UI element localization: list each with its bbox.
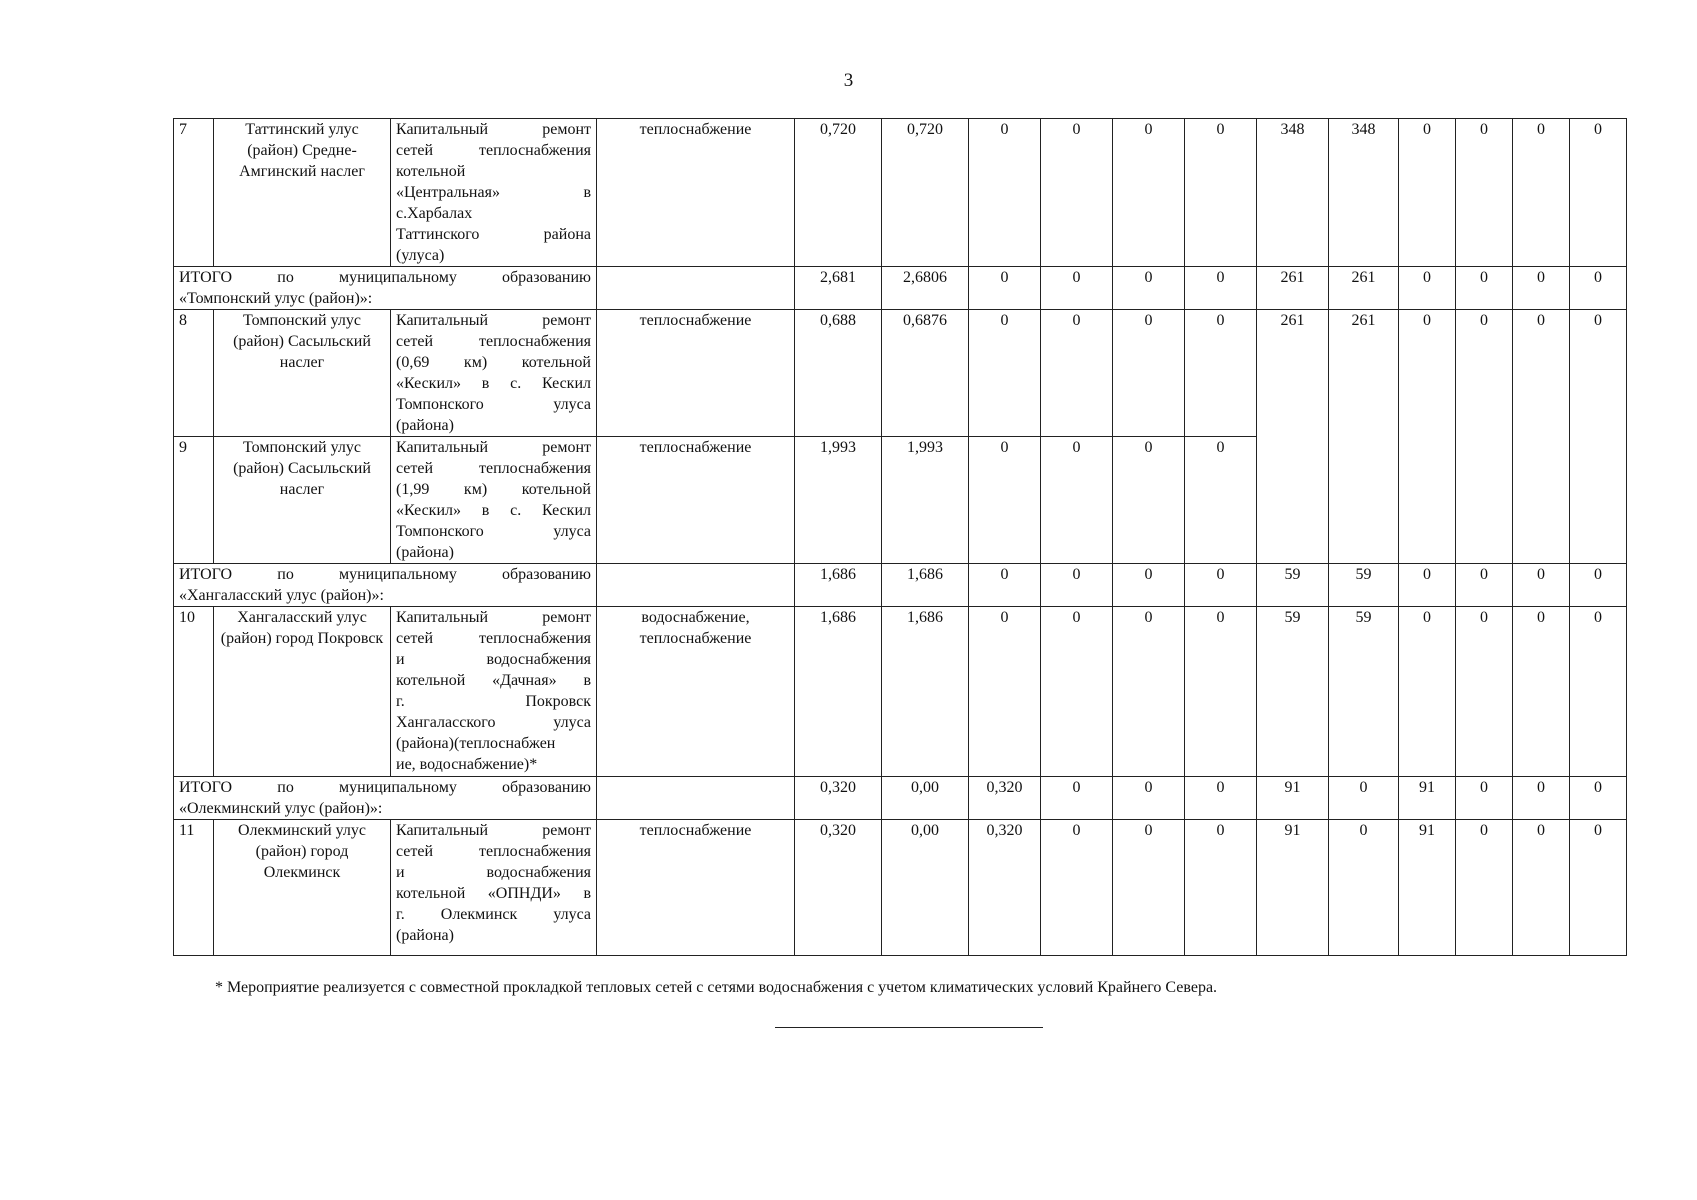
location-cell: Томпонский улус (район) Сасыльский наслег bbox=[214, 437, 391, 564]
value-cell: 0,00 bbox=[882, 777, 969, 820]
merged-value-cell: 0 bbox=[1456, 310, 1513, 564]
description-line: сетей теплоснабжения bbox=[396, 333, 591, 350]
value-cell: 91 bbox=[1257, 820, 1329, 956]
row-number: 11 bbox=[174, 820, 214, 956]
page-number: 3 bbox=[843, 70, 854, 91]
table-row bbox=[174, 119, 1627, 267]
value-cell: 0 bbox=[1185, 119, 1257, 267]
description-line: сетей теплоснабжения bbox=[396, 843, 591, 860]
service-type-cell bbox=[597, 777, 795, 820]
merged-value-cell: 261 bbox=[1257, 310, 1329, 564]
value-cell: 0 bbox=[1513, 607, 1570, 777]
description-line: (района)(теплоснабжен bbox=[396, 735, 556, 752]
value-cell: 0 bbox=[969, 119, 1041, 267]
location-cell: Олекминский улус (район) город Олекминск bbox=[214, 820, 391, 956]
value-cell: 0 bbox=[1513, 119, 1570, 267]
row-number: 9 bbox=[174, 437, 214, 564]
service-type-cell: теплоснабжение bbox=[597, 310, 795, 437]
value-cell: 261 bbox=[1329, 267, 1399, 310]
value-cell: 0 bbox=[1456, 119, 1513, 267]
description-line: «Кескил» в с. Кескил bbox=[396, 502, 591, 519]
total-row bbox=[174, 267, 1627, 310]
description-line: и водоснабжения bbox=[396, 651, 591, 668]
description-cell bbox=[391, 607, 597, 777]
value-cell: 0 bbox=[1570, 267, 1627, 310]
total-label bbox=[174, 777, 597, 820]
merged-value-cell: 0 bbox=[1570, 310, 1627, 564]
value-cell: 0 bbox=[1113, 607, 1185, 777]
merged-value-cell: 261 bbox=[1329, 310, 1399, 564]
value-cell: 0 bbox=[1041, 310, 1113, 437]
value-cell: 0 bbox=[1399, 564, 1456, 607]
total-label-line1: ИТОГО по муниципальному образованию bbox=[179, 566, 591, 583]
value-cell: 0,720 bbox=[882, 119, 969, 267]
table-row bbox=[174, 820, 1627, 956]
description-line: Томпонского улуса bbox=[396, 396, 591, 413]
value-cell: 0 bbox=[1113, 310, 1185, 437]
value-cell: 0 bbox=[1570, 119, 1627, 267]
description-line: с.Харбалах bbox=[396, 205, 473, 222]
description-line: котельной «Дачная» в bbox=[396, 672, 591, 689]
row-number: 10 bbox=[174, 607, 214, 777]
value-cell: 1,686 bbox=[882, 564, 969, 607]
location-cell: Хангаласский улус (район) город Покровск bbox=[214, 607, 391, 777]
value-cell: 91 bbox=[1399, 820, 1456, 956]
value-cell: 0 bbox=[1399, 119, 1456, 267]
value-cell: 0,720 bbox=[795, 119, 882, 267]
value-cell: 0 bbox=[1185, 564, 1257, 607]
projects-table bbox=[173, 118, 1627, 956]
value-cell: 0 bbox=[1456, 777, 1513, 820]
description-cell bbox=[391, 310, 597, 437]
value-cell: 0 bbox=[969, 564, 1041, 607]
service-type-cell: водоснабжение, теплоснабжение bbox=[597, 607, 795, 777]
value-cell: 1,993 bbox=[882, 437, 969, 564]
service-type-cell bbox=[597, 267, 795, 310]
value-cell: 1,686 bbox=[795, 607, 882, 777]
value-cell: 0 bbox=[1513, 820, 1570, 956]
value-cell: 0 bbox=[1113, 119, 1185, 267]
value-cell: 0 bbox=[1113, 820, 1185, 956]
footnote: * Мероприятие реализуется с совместной прокладкой тепловых сетей с сетями водоснабжения с учетом климатических условий Крайнего Севера. bbox=[215, 979, 1218, 996]
value-cell: 0 bbox=[1113, 437, 1185, 564]
description-line: (0,69 км) котельной bbox=[396, 354, 591, 371]
description-line: г. Покровск bbox=[396, 693, 591, 710]
description-line: Хангаласского улуса bbox=[396, 714, 591, 731]
description-line: сетей теплоснабжения bbox=[396, 142, 591, 159]
value-cell: 0 bbox=[969, 437, 1041, 564]
value-cell: 0 bbox=[969, 607, 1041, 777]
description-cell bbox=[391, 119, 597, 267]
value-cell: 0,6876 bbox=[882, 310, 969, 437]
location-cell: Таттинский улус (район) Средне-Амгинский наслег bbox=[214, 119, 391, 267]
value-cell: 0 bbox=[1185, 820, 1257, 956]
value-cell: 1,993 bbox=[795, 437, 882, 564]
value-cell: 0,320 bbox=[969, 777, 1041, 820]
value-cell: 0,00 bbox=[882, 820, 969, 956]
description-cell bbox=[391, 820, 597, 956]
value-cell: 0,688 bbox=[795, 310, 882, 437]
service-type-cell: теплоснабжение bbox=[597, 437, 795, 564]
service-type-cell: теплоснабжение bbox=[597, 119, 795, 267]
value-cell: 0 bbox=[1399, 267, 1456, 310]
description-line: (улуса) bbox=[396, 247, 445, 264]
merged-value-cell: 0 bbox=[1399, 310, 1456, 564]
total-label-line1: ИТОГО по муниципальному образованию bbox=[179, 779, 591, 796]
table-row bbox=[174, 310, 1627, 437]
description-line: Капитальный ремонт bbox=[396, 439, 591, 456]
total-label-line2: «Хангаласский улус (район)»: bbox=[179, 587, 384, 604]
merged-value-cell: 0 bbox=[1513, 310, 1570, 564]
value-cell: 0,320 bbox=[795, 820, 882, 956]
value-cell: 59 bbox=[1257, 607, 1329, 777]
value-cell: 0 bbox=[1570, 820, 1627, 956]
value-cell: 2,6806 bbox=[882, 267, 969, 310]
description-line: (района) bbox=[396, 417, 454, 434]
row-number: 7 bbox=[174, 119, 214, 267]
total-row bbox=[174, 564, 1627, 607]
value-cell: 0 bbox=[1041, 564, 1113, 607]
description-line: котельной bbox=[396, 163, 466, 180]
value-cell: 91 bbox=[1257, 777, 1329, 820]
value-cell: 0 bbox=[1041, 607, 1113, 777]
value-cell: 0 bbox=[1185, 777, 1257, 820]
total-label bbox=[174, 267, 597, 310]
value-cell: 59 bbox=[1329, 564, 1399, 607]
description-cell bbox=[391, 437, 597, 564]
value-cell: 0 bbox=[1041, 119, 1113, 267]
value-cell: 261 bbox=[1257, 267, 1329, 310]
closing-rule bbox=[775, 1027, 1043, 1028]
value-cell: 0 bbox=[1570, 564, 1627, 607]
description-line: «Кескил» в с. Кескил bbox=[396, 375, 591, 392]
value-cell: 2,681 bbox=[795, 267, 882, 310]
value-cell: 0 bbox=[1113, 777, 1185, 820]
value-cell: 348 bbox=[1257, 119, 1329, 267]
description-line: Капитальный ремонт bbox=[396, 121, 591, 138]
value-cell: 0 bbox=[1570, 607, 1627, 777]
total-label bbox=[174, 564, 597, 607]
service-type-cell: теплоснабжение bbox=[597, 820, 795, 956]
service-type-cell bbox=[597, 564, 795, 607]
total-label-line2: «Томпонский улус (район)»: bbox=[179, 290, 373, 307]
value-cell: 59 bbox=[1329, 607, 1399, 777]
description-line: Капитальный ремонт bbox=[396, 822, 591, 839]
value-cell: 0 bbox=[1456, 564, 1513, 607]
value-cell: 0 bbox=[1513, 267, 1570, 310]
description-line: сетей теплоснабжения bbox=[396, 630, 591, 647]
description-line: Томпонского улуса bbox=[396, 523, 591, 540]
description-line: г. Олекминск улуса bbox=[396, 906, 591, 923]
value-cell: 0 bbox=[1113, 564, 1185, 607]
value-cell: 0 bbox=[969, 310, 1041, 437]
value-cell: 59 bbox=[1257, 564, 1329, 607]
value-cell: 0 bbox=[1041, 777, 1113, 820]
location-cell: Томпонский улус (район) Сасыльский наслег bbox=[214, 310, 391, 437]
value-cell: 1,686 bbox=[795, 564, 882, 607]
description-line: «Центральная» в bbox=[396, 184, 591, 201]
value-cell: 0 bbox=[1113, 267, 1185, 310]
total-label-line1: ИТОГО по муниципальному образованию bbox=[179, 269, 591, 286]
value-cell: 91 bbox=[1399, 777, 1456, 820]
value-cell: 0,320 bbox=[795, 777, 882, 820]
total-row bbox=[174, 777, 1627, 820]
value-cell: 0 bbox=[1513, 777, 1570, 820]
value-cell: 0 bbox=[1570, 777, 1627, 820]
description-line: (1,99 км) котельной bbox=[396, 481, 591, 498]
value-cell: 0 bbox=[1513, 564, 1570, 607]
value-cell: 0 bbox=[1456, 820, 1513, 956]
description-line: сетей теплоснабжения bbox=[396, 460, 591, 477]
description-line: (района) bbox=[396, 544, 454, 561]
value-cell: 0,320 bbox=[969, 820, 1041, 956]
total-label-line2: «Олекминский улус (район)»: bbox=[179, 800, 383, 817]
description-line: Капитальный ремонт bbox=[396, 312, 591, 329]
value-cell: 0 bbox=[1399, 607, 1456, 777]
value-cell: 1,686 bbox=[882, 607, 969, 777]
description-line: котельной «ОПНДИ» в bbox=[396, 885, 591, 902]
table-row bbox=[174, 607, 1627, 777]
description-line: (района) bbox=[396, 927, 454, 944]
value-cell: 0 bbox=[1456, 607, 1513, 777]
value-cell: 0 bbox=[1329, 820, 1399, 956]
value-cell: 0 bbox=[1041, 820, 1113, 956]
value-cell: 0 bbox=[1329, 777, 1399, 820]
value-cell: 0 bbox=[1185, 310, 1257, 437]
value-cell: 348 bbox=[1329, 119, 1399, 267]
description-line: ие, водоснабжение)* bbox=[396, 756, 538, 773]
value-cell: 0 bbox=[1041, 267, 1113, 310]
value-cell: 0 bbox=[1185, 267, 1257, 310]
value-cell: 0 bbox=[1185, 437, 1257, 564]
value-cell: 0 bbox=[969, 267, 1041, 310]
description-line: Таттинского района bbox=[396, 226, 591, 243]
value-cell: 0 bbox=[1185, 607, 1257, 777]
row-number: 8 bbox=[174, 310, 214, 437]
description-line: и водоснабжения bbox=[396, 864, 591, 881]
description-line: Капитальный ремонт bbox=[396, 609, 591, 626]
value-cell: 0 bbox=[1041, 437, 1113, 564]
value-cell: 0 bbox=[1456, 267, 1513, 310]
